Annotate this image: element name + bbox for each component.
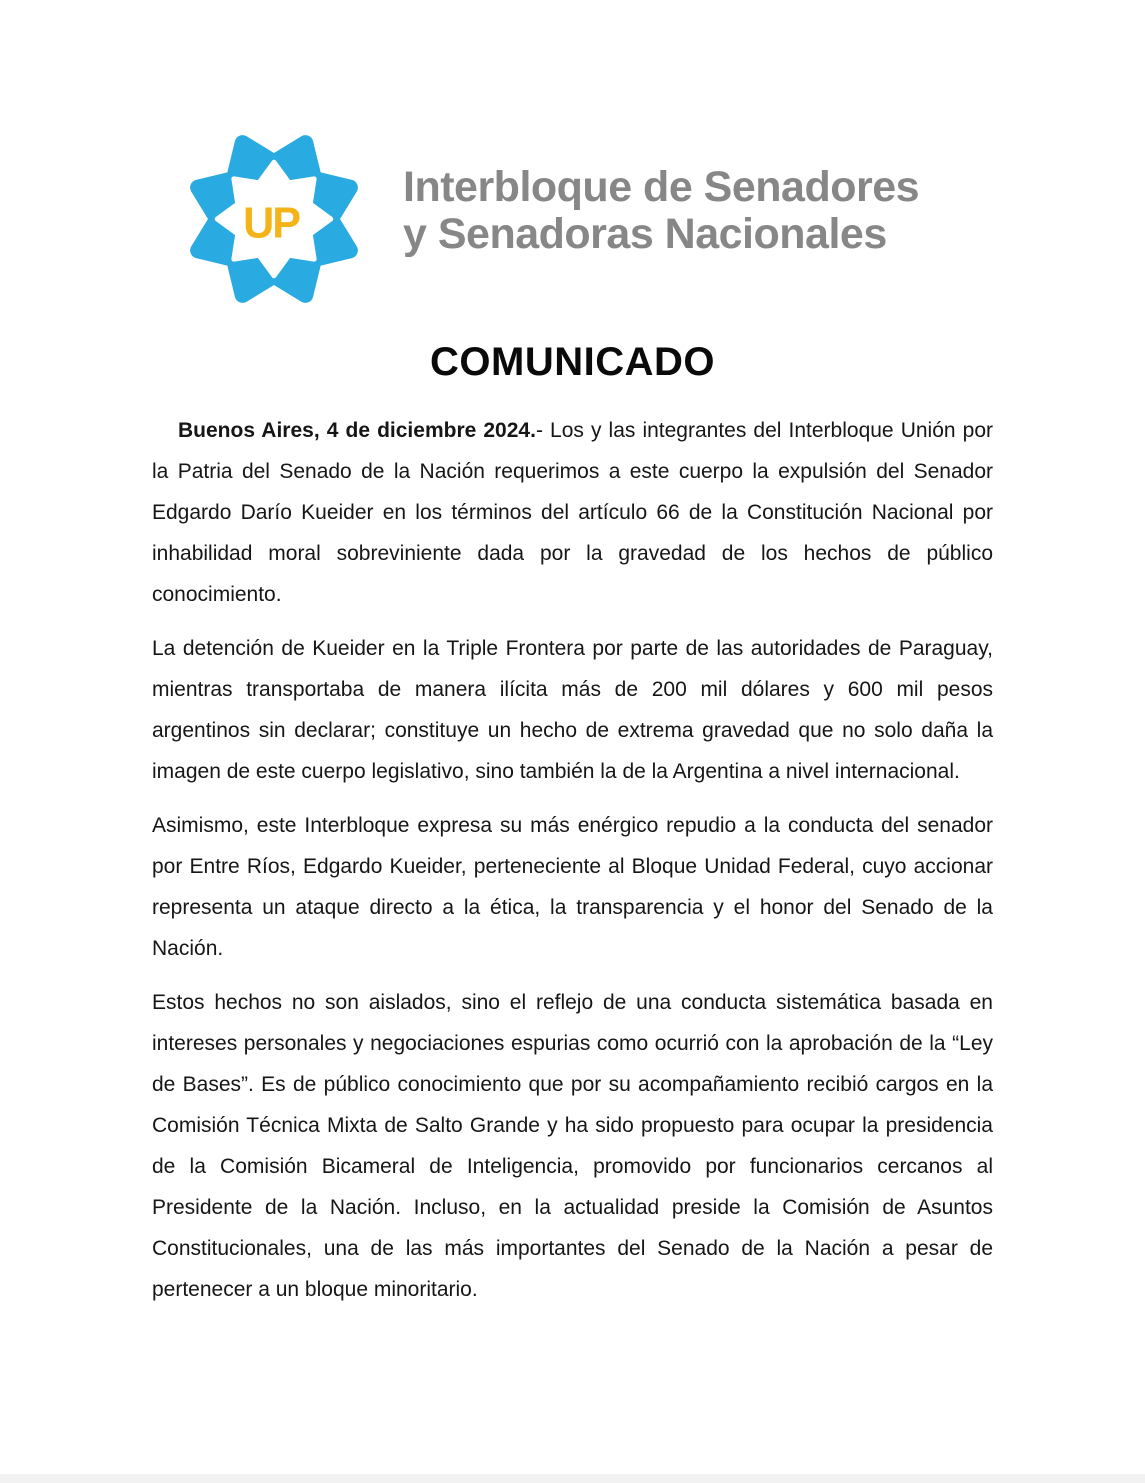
paragraph-text: Estos hechos no son aislados, sino el reflejo de una conducta sistemática basada en intereses personales y negociaciones espurias como ocurrió con la aprobación de la “Ley de Bases”. Es de público conocimiento que por su acompañamiento recibió cargos en la Comisión Técnica Mixta de Salto Grande y ha sido propuesto para ocupar la presidencia de la Comisión Bicameral de Inteligencia, promovido por funcionarios cercanos al Presidente de la Nación. Incluso, en la actualidad preside la Comisión de Asuntos Constitucionales, una de las más importantes del Senado de la Nación a pesar de pertenecer a un bloque minoritario.: [152, 991, 993, 1301]
org-name-line2: y Senadoras Nacionales: [403, 210, 887, 258]
up-monogram: UP: [243, 199, 300, 248]
up-star-logo-icon: [176, 121, 372, 317]
paragraph: [152, 628, 993, 792]
paragraph-text: La detención de Kueider en la Triple Frontera por parte de las autoridades de Paraguay, mientras transportaba de manera ilícita más de 200 mil dólares y 600 mil pesos argentinos sin declarar; constituye un hecho de extrema gravedad que no solo daña la imagen de este cuerpo legislativo, sino también la de la Argentina a nivel internacional.: [152, 637, 993, 783]
org-name: [403, 164, 919, 258]
document-body: [152, 338, 993, 1323]
document-title: COMUNICADO: [430, 340, 715, 384]
org-name-line1: Interbloque de Senadores: [403, 163, 920, 211]
paragraph: [152, 982, 993, 1310]
paragraph-text: Asimismo, este Interbloque expresa su más enérgico repudio a la conducta del senador por Entre Ríos, Edgardo Kueider, perteneciente al Bloque Unidad Federal, cuyo accionar representa un ataque directo a la ética, la transparencia y el honor del Senado de la Nación.: [152, 814, 993, 960]
paragraph: [152, 805, 993, 969]
page-bottom-edge: [0, 1474, 1145, 1483]
paragraph-text: - Los y las integrantes del Interbloque Unión por la Patria del Senado de la Nación requerimos a este cuerpo la expulsión del Senador Edgardo Darío Kueider en los términos del artículo 66 de la Constitución Nacional por inhabilidad moral sobreviniente dada por la gravedad de los hechos de público conocimiento.: [152, 419, 993, 606]
paragraph-dateline: Buenos Aires, 4 de diciembre 2024.: [178, 419, 536, 442]
paragraph: [152, 410, 993, 615]
